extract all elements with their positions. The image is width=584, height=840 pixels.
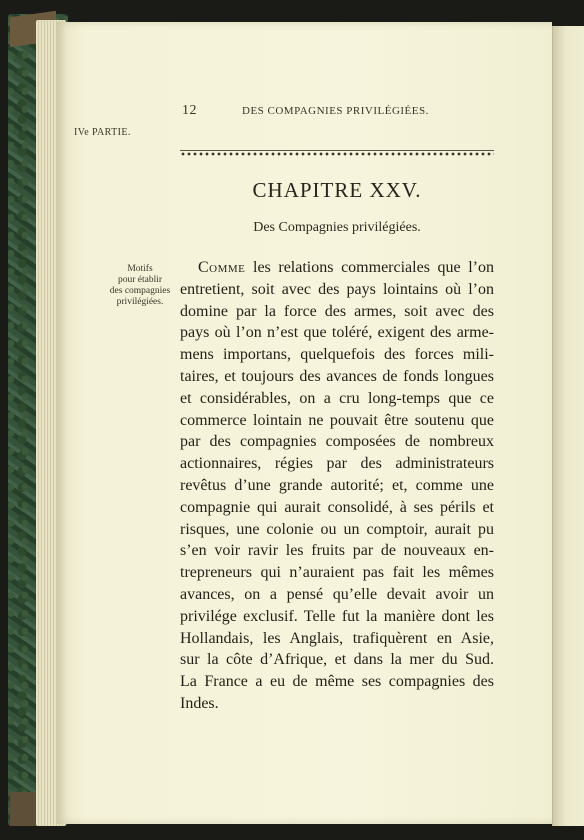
text-line: risques, une colonie ou un comptoir, aurait pu: [180, 520, 494, 538]
chapter-subtitle: Des Compagnies privilégiées.: [253, 220, 421, 235]
margin-note-line: des compagnies: [109, 286, 171, 296]
body-paragraph: [180, 257, 494, 715]
page-header: [56, 103, 552, 123]
margin-note-line: pour établir: [117, 275, 163, 285]
text-line: commerce lointain ne pouvait être soutenu que: [180, 411, 494, 429]
text-line: compagnie qui aurait consolidé, à ses périls et: [180, 498, 494, 516]
text-line: privilége exclusif. Telle fut la manière dont les: [180, 607, 494, 625]
running-head: DES COMPAGNIES PRIVILÉGIÉES.: [242, 105, 429, 117]
text-line: revêtus d’une grande autorité; et, comme une: [180, 476, 494, 494]
ornamental-rule: [180, 150, 494, 157]
text-line: taires, et toujours des avances de fonds longues: [180, 367, 494, 385]
text-line: actionnaires, régies par des administrateurs: [180, 455, 494, 473]
text-line: pays où l’on n’est que toléré, exigent des arme-: [180, 324, 494, 342]
page-number: 12: [182, 103, 197, 118]
text-line: mens importans, quelquefois des forces mili-: [180, 346, 494, 364]
facing-page-edge: [552, 26, 584, 826]
text-line: domine par la force des armes, soit avec des: [180, 302, 494, 320]
part-label: IVe PARTIE.: [74, 127, 131, 138]
margin-note-line: privilégiées.: [116, 297, 164, 307]
chapter-title: CHAPITRE XXV.: [252, 178, 422, 202]
margin-note: [100, 264, 180, 308]
margin-note-line: Motifs: [127, 264, 153, 274]
text-line: entretient, soit avec des pays lointains où l’on: [180, 280, 494, 298]
text-line: s’en voir ravir les fruits par de nouveaux en-: [180, 542, 494, 560]
text-line: par des compagnies composées de nombreux: [180, 433, 494, 451]
text-line: La France a eu de même ses compagnies des: [180, 673, 494, 691]
text-line: Indes.: [180, 694, 219, 712]
text-line: Comme les relations commerciales que l’on: [198, 259, 494, 276]
text-line: sur la côte d’Afrique, et dans la mer du Sud.: [180, 651, 494, 669]
text-line: trepreneurs qui n’auraient pas fait les mêmes: [180, 564, 494, 582]
drop-word: Comme: [198, 259, 246, 276]
text-line: avances, on a pensé qu’elle devait avoir un: [180, 585, 494, 603]
text-line: Hollandais, les Anglais, trafiquèrent en Asie,: [180, 629, 494, 647]
text-line: et considérables, on a cru long-temps que ce: [180, 389, 494, 407]
